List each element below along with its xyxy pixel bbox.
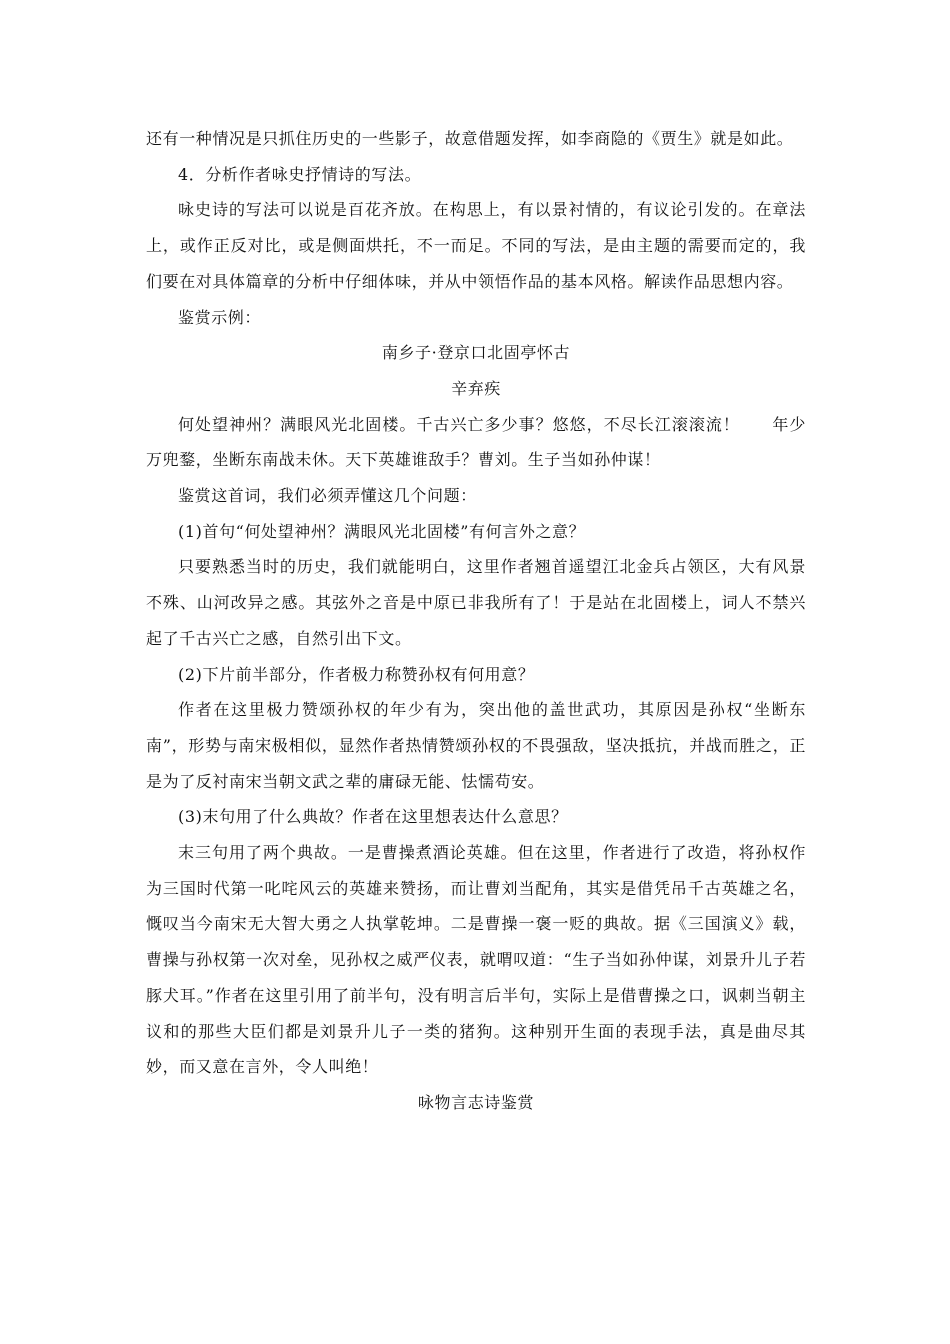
example-label: 鉴赏示例：: [178, 307, 262, 327]
document-body: [146, 121, 806, 1121]
question-2: (2)下片前半部分，作者极力称赞孙权有何用意？: [178, 664, 535, 684]
poem-part-1: 何处望神州？满眼风光北固楼。千古兴亡多少事？悠悠，不尽长江滚滚流！: [178, 414, 740, 434]
poem-text: [146, 407, 806, 478]
answer-1: 只要熟悉当时的历史，我们就能明白，这里作者翘首遥望江北金兵占领区，大有风景不殊、山河改异之感。其弦外之音是中原已非我所有了！于是站在北固楼上，词人不禁兴起了千古兴亡之感，自然引出下文。: [146, 557, 806, 648]
numbered-heading: 4．分析作者咏史抒情诗的写法。: [178, 164, 422, 184]
answer-3: 末三句用了两个典故。一是曹操煮酒论英雄。但在这里，作者进行了改造，将孙权作为三国时代第一叱咤风云的英雄来赞扬，而让曹刘当配角，其实是借凭吊千古英雄之名，慨叹当今南宋无大智大勇之人执掌乾坤。二是曹操一褒一贬的典故。据《三国演义》载，曹操与孙权第一次对垒，见孙权之威严仪表，就喟叹道：“生子当如孙仲谋，刘景升儿子若豚犬耳。”作者在这里引用了前半句，没有明言后半句，实际上是借曹操之口，讽刺当朝主议和的那些大臣们都是刘景升儿子一类的猪狗。这种别开生面的表现手法，真是曲尽其妙，而又意在言外，令人叫绝！: [146, 843, 806, 1077]
paragraph: 还有一种情况是只抓住历史的一些影子，故意借题发挥，如李商隐的《贾生》就是如此。: [146, 129, 794, 148]
question-1: (1)首句“何处望神州？满眼风光北固楼”有何言外之意？: [178, 521, 586, 541]
answer-2: 作者在这里极力赞颂孙权的年少有为，突出他的盖世武功，其原因是孙权“坐断东南”，形势与南宋极相似，显然作者热情赞颂孙权的不畏强敌，坚决抵抗，并战而胜之，正是为了反衬南宋当朝文武之辈的庸碌无能、怯懦苟安。: [146, 700, 806, 791]
paragraph: 鉴赏这首词，我们必须弄懂这几个问题：: [178, 486, 477, 506]
poem-part-2: 年少万兜鍪，坐断东南战未休。天下英雄谁敌手？曹刘。生子当如孙仲谋！: [146, 414, 806, 470]
section-heading: 咏物言志诗鉴赏: [417, 1092, 535, 1112]
poem-title: 南乡子·登京口北固亭怀古: [381, 343, 571, 363]
poem-author: 辛弃疾: [451, 378, 501, 398]
question-3: (3)末句用了什么典故？作者在这里想表达什么意思？: [178, 807, 568, 827]
paragraph: 咏史诗的写法可以说是百花齐放。在构思上，有以景衬情的，有议论引发的。在章法上，或作正反对比，或是侧面烘托，不一而足。不同的写法，是由主题的需要而定的，我们要在对具体篇章的分析中仔细体味，并从中领悟作品的基本风格。解读作品思想内容。: [146, 200, 806, 291]
